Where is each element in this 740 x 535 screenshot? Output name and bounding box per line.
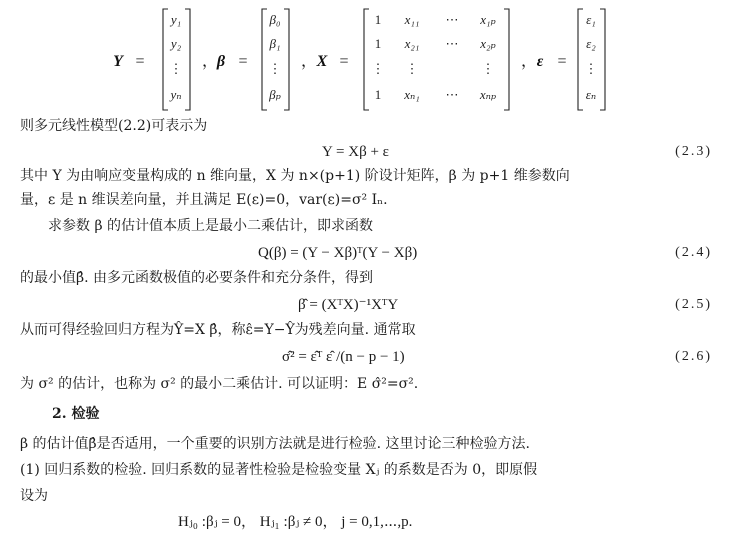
paragraph-sigma-estimate: 为 σ² 的估计，也称为 σ² 的最小二乘估计. 可以证明：E σ̂²=σ². [20,376,419,392]
matrix-Y-equals: = [135,53,145,70]
matrix-X-cell-0-0: 1 [374,12,382,27]
matrix-epsilon-cell-2-0: ⋮ [584,61,598,76]
paragraph-where-y: 其中 Y 为由响应变量构成的 n 维向量，X 为 n×(p+1) 阶设计矩阵，β 为 p+1 维参数向 [20,168,570,184]
matrix-X-cell-3-2: ⋯ [445,87,459,102]
matrix-X-comma: ， [521,53,538,70]
matrix-Y-symbol: Y [113,53,123,70]
matrix-Y-cell-2-0: ⋮ [169,61,183,76]
matrix-epsilon-cell-0-0: ε₁ [586,12,596,27]
matrix-beta-cell-3-0: βₚ [269,87,281,102]
matrix-X-cell-2-3: ⋮ [481,61,495,76]
matrix-epsilon-cell-3-0: εₙ [585,87,597,102]
matrix-X-equals: = [339,53,349,70]
matrix-beta-cell-2-0: ⋮ [268,61,282,76]
paragraph-error-vector: 量，ε 是 n 维误差向量，并且满足 E(ε)=0，var(ε)=σ² Iₙ. [20,192,388,208]
matrix-beta-cell-0-0: β₀ [269,12,281,27]
equation-tag-2-5: (2.5) [675,297,712,312]
matrix-Y-comma: ， [202,53,219,70]
matrix-beta-left-bracket [262,9,267,110]
paragraph-minimum: 的最小值β̂. 由多元函数极值的必要条件和充分条件，得到 [20,270,373,286]
matrix-X-cell-1-2: ⋯ [445,36,459,51]
matrix-X-cell-1-1: x₂₁ [404,36,420,51]
matrix-X-left-bracket [364,9,369,110]
equation-2-6: σ̂² = ε̂ᵀ ε̂ /(n − p − 1) [282,349,405,365]
equation-2-4: Q(β) = (Y − Xβ)ᵀ(Y − Xβ) [258,245,418,261]
matrix-Y-cell-1-0: y₂ [170,36,182,51]
equation-2-5: β̂ = (XᵀX)⁻¹XᵀY [298,297,399,313]
matrix-X-cell-3-3: xₙₚ [479,87,497,102]
paragraph-hypothesis-lead: 设为 [20,488,48,504]
matrix-epsilon-symbol: ε [536,53,544,70]
paragraph-model-intro: 则多元线性模型(2.2)可表示为 [20,118,208,134]
matrix-X-cell-3-1: xₙ₁ [404,87,420,102]
matrix-X-right-bracket [504,9,509,110]
matrix-X-cell-1-3: x₂ₚ [480,36,496,51]
matrix-beta-equals: = [238,53,248,70]
section-heading-tests: 2. 检验 [52,406,100,422]
equation-tag-2-3: (2.3) [675,144,712,159]
matrix-beta-comma: ， [301,53,318,70]
matrix-X-cell-0-3: x₁ₚ [480,12,496,27]
matrix-X-cell-0-2: ⋯ [445,12,459,27]
matrix-X-cell-3-0: 1 [374,87,382,102]
equation-2-3: Y = Xβ + ε [322,144,389,160]
matrix-definitions [0,0,740,112]
matrix-beta-cell-1-0: β₁ [269,36,281,51]
matrix-X-cell-1-0: 1 [374,36,382,51]
matrix-X-cell-2-0: ⋮ [371,61,385,76]
matrix-epsilon-cell-1-0: ε₂ [586,36,596,51]
paragraph-least-squares: 求参数 β 的估计值本质上是最小二乘估计，即求函数 [48,218,373,234]
matrix-X-symbol: X [316,53,328,70]
matrix-Y-right-bracket [185,9,190,110]
equation-tag-2-4: (2.4) [675,245,712,260]
paragraph-tests-intro: β 的估计值β̂是否适用，一个重要的识别方法就是进行检验. 这里讨论三种检验方法. [20,436,530,452]
matrix-beta-symbol: β [216,53,226,70]
matrix-epsilon-equals: = [557,53,567,70]
matrix-X-cell-2-1: ⋮ [405,61,419,76]
matrix-Y-cell-0-0: y₁ [170,12,182,27]
equation-hypotheses: Hⱼ₀ :βⱼ = 0， Hⱼ₁ :βⱼ ≠ 0， j = 0,1,⋯,p. [178,514,413,530]
matrix-epsilon-right-bracket [600,9,605,110]
matrix-X-cell-0-1: x₁₁ [404,12,420,27]
equation-tag-2-6: (2.6) [675,349,712,364]
paragraph-coefficient-test: (1) 回归系数的检验. 回归系数的显著性检验是检验变量 Xⱼ 的系数是否为 0，即原假 [20,462,538,478]
matrix-Y-left-bracket [163,9,168,110]
matrix-beta-right-bracket [284,9,289,110]
paragraph-regression-equation: 从而可得经验回归方程为Ŷ=X β̂，称ε̂=Y−Ŷ为残差向量. 通常取 [20,322,416,338]
matrix-epsilon-left-bracket [578,9,583,110]
matrix-Y-cell-3-0: yₙ [170,87,182,102]
